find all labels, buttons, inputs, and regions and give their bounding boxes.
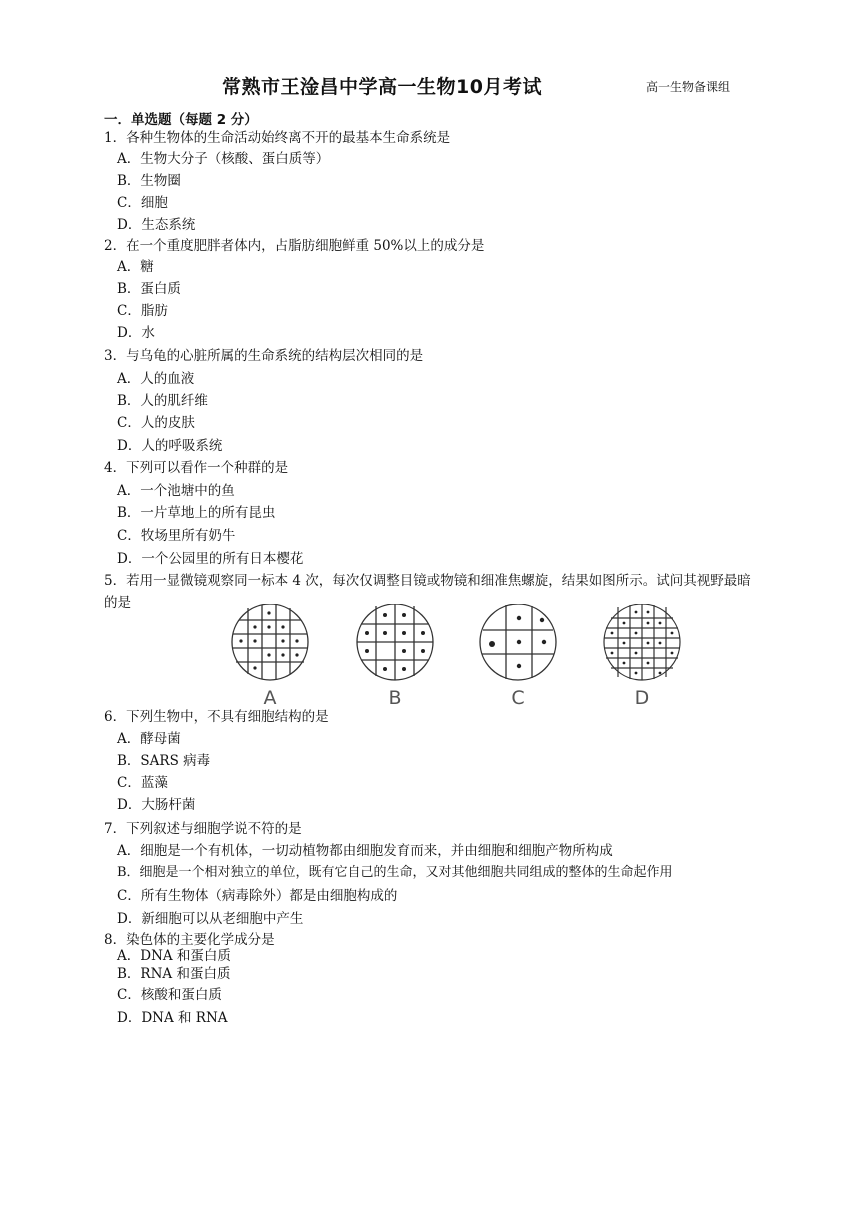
question-5-stem: 5．若用一显微镜观察同一标本 4 次，每次仅调整目镜或物镜和细准焦螺旋，结果如图所示。试问其视野最暗的是 (104, 573, 751, 611)
question-8-stem: 8．染色体的主要化学成分是 (104, 932, 275, 948)
page-header (0, 72, 860, 102)
exam-subtitle: 高一生物备课组 (646, 80, 731, 94)
question-1-option-a: A．生物大分子（核酸、蛋白质等） (117, 151, 330, 167)
question-7-option-a: A．细胞是一个有机体，一切动植物都由细胞发育而来，并由细胞和细胞产物所构成 (117, 843, 613, 859)
figure-label-c: C (511, 687, 525, 708)
exam-title: 常熟市王淦昌中学高一生物10月考试 (222, 76, 542, 98)
question-3-option-d: D．人的呼吸系统 (117, 438, 223, 454)
question-3-option-c: C．人的皮肤 (117, 415, 195, 431)
question-1-option-b: B．生物圈 (117, 173, 181, 189)
question-4-option-a: A．一个池塘中的鱼 (117, 483, 235, 499)
question-7-stem: 7．下列叙述与细胞学说不符的是 (104, 821, 302, 837)
question-1-option-c: C．细胞 (117, 195, 168, 211)
question-2-stem: 2．在一个重度肥胖者体内，占脂肪细胞鲜重 50%以上的成分是 (104, 238, 485, 254)
figure-label-a: A (263, 687, 277, 708)
question-6-stem: 6．下列生物中，不具有细胞结构的是 (104, 709, 329, 725)
microscope-views-figure (224, 604, 704, 708)
question-4-option-d: D．一个公园里的所有日本樱花 (117, 551, 304, 567)
question-2-option-c: C．脂肪 (117, 303, 168, 319)
question-8-option-c: C．核酸和蛋白质 (117, 987, 222, 1003)
figure-label-d: D (634, 687, 650, 708)
question-2-option-a: A．糖 (117, 259, 154, 275)
view-c-nuclei (489, 616, 546, 668)
question-6-option-d: D．大肠杆菌 (117, 797, 196, 813)
question-8-option-d: D．DNA 和 RNA (117, 1010, 228, 1026)
section-heading: 一．单选题（每题 2 分） (104, 112, 258, 128)
question-7-option-c: C．所有生物体（病毒除外）都是由细胞构成的 (117, 888, 398, 904)
microscope-view-b (357, 604, 433, 680)
question-7-option-b: B．细胞是一个相对独立的单位，既有它自己的生命，又对其他细胞共同组成的整体的生命起作用 (117, 865, 673, 880)
microscope-view-d (604, 604, 680, 680)
question-3-option-b: B．人的肌纤维 (117, 393, 208, 409)
question-3-stem: 3．与乌龟的心脏所属的生命系统的结构层次相同的是 (104, 348, 424, 364)
question-4-option-b: B．一片草地上的所有昆虫 (117, 505, 276, 521)
question-3-option-a: A．人的血液 (117, 371, 195, 387)
question-2-option-b: B．蛋白质 (117, 281, 181, 297)
question-4-option-c: C．牧场里所有奶牛 (117, 528, 236, 544)
figure-label-b: B (388, 687, 402, 708)
question-8-option-b: B．RNA 和蛋白质 (117, 966, 231, 982)
question-7-option-d: D．新细胞可以从老细胞中产生 (117, 911, 304, 927)
question-6-option-c: C．蓝藻 (117, 775, 168, 791)
question-6-option-b: B．SARS 病毒 (117, 753, 211, 769)
question-1-stem: 1．各种生物体的生命活动始终离不开的最基本生命系统是 (104, 130, 451, 146)
question-8-option-a: A．DNA 和蛋白质 (117, 948, 231, 964)
question-4-stem: 4．下列可以看作一个种群的是 (104, 460, 289, 476)
question-6-option-a: A．酵母菌 (117, 731, 181, 747)
question-1-option-d: D．生态系统 (117, 217, 196, 233)
question-2-option-d: D．水 (117, 325, 155, 341)
